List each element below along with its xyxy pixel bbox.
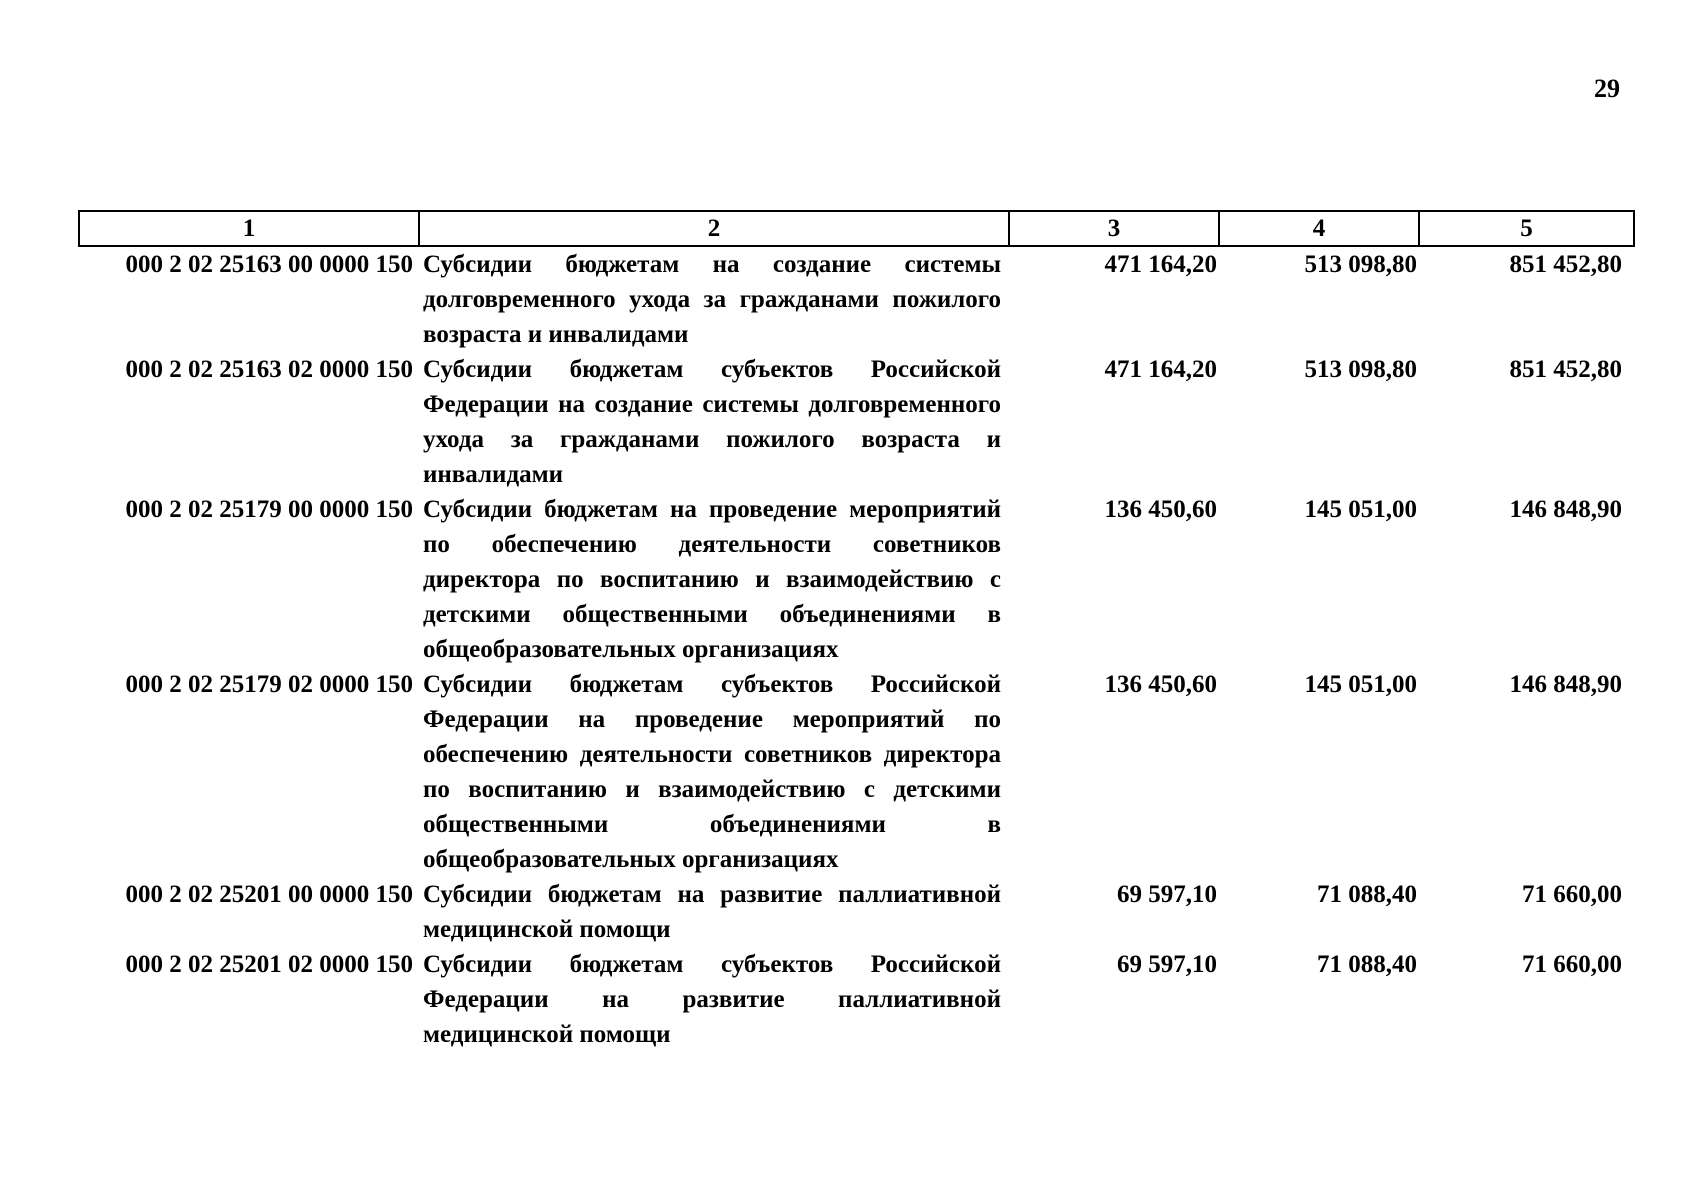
budget-code: 000 2 02 25201 02 0000 150	[125, 951, 413, 978]
value-col-3: 471 164,20	[1104, 356, 1217, 383]
row-description: Субсидии бюджетам субъектов Российской Федерации на развитие паллиативной медицинской помощи	[423, 951, 1001, 1048]
value-col-4: 145 051,00	[1304, 496, 1417, 523]
value-col-3: 69 597,10	[1117, 881, 1217, 908]
table-row	[79, 492, 1634, 667]
header-row	[79, 211, 1634, 246]
value-col-3: 136 450,60	[1104, 671, 1217, 698]
budget-code: 000 2 02 25179 02 0000 150	[125, 671, 413, 698]
value-col-5: 851 452,80	[1509, 356, 1622, 383]
budget-code: 000 2 02 25163 00 0000 150	[125, 251, 413, 278]
header-col-1: 1	[79, 211, 419, 246]
value-col-3: 471 164,20	[1104, 251, 1217, 278]
table-row	[79, 667, 1634, 877]
table-row	[79, 246, 1634, 352]
row-description: Субсидии бюджетам на создание системы долговременного ухода за гражданами пожилого возраста и инвалидами	[423, 251, 1001, 348]
row-description: Субсидии бюджетам на развитие паллиативной медицинской помощи	[423, 881, 1001, 943]
value-col-5: 146 848,90	[1509, 496, 1622, 523]
row-description: Субсидии бюджетам субъектов Российской Федерации на проведение мероприятий по обеспечению деятельности советников директора по воспитанию и взаимодействию с детскими общественными объединениями в общеобразовательных организациях	[423, 671, 1001, 873]
header-col-4: 4	[1219, 211, 1419, 246]
header-col-2: 2	[419, 211, 1009, 246]
table-row	[79, 352, 1634, 492]
value-col-4: 145 051,00	[1304, 671, 1417, 698]
value-col-4: 71 088,40	[1317, 881, 1417, 908]
budget-code: 000 2 02 25201 00 0000 150	[125, 881, 413, 908]
value-col-5: 71 660,00	[1522, 951, 1622, 978]
value-col-4: 513 098,80	[1304, 251, 1417, 278]
table-body	[79, 246, 1634, 1052]
table-row	[79, 947, 1634, 1052]
table-row	[79, 877, 1634, 947]
value-col-5: 851 452,80	[1509, 251, 1622, 278]
row-description: Субсидии бюджетам субъектов Российской Федерации на создание системы долговременного ухода за гражданами пожилого возраста и инвалидами	[423, 356, 1001, 488]
value-col-3: 69 597,10	[1117, 951, 1217, 978]
value-col-5: 146 848,90	[1509, 671, 1622, 698]
value-col-5: 71 660,00	[1522, 881, 1622, 908]
value-col-4: 513 098,80	[1304, 356, 1417, 383]
value-col-4: 71 088,40	[1317, 951, 1417, 978]
budget-table	[78, 210, 1635, 1052]
budget-code: 000 2 02 25163 02 0000 150	[125, 356, 413, 383]
row-description: Субсидии бюджетам на проведение мероприятий по обеспечению деятельности советников директора по воспитанию и взаимодействию с детскими общественными объединениями в общеобразовательных организациях	[423, 496, 1001, 663]
value-col-3: 136 450,60	[1104, 496, 1217, 523]
budget-code: 000 2 02 25179 00 0000 150	[125, 496, 413, 523]
header-col-3: 3	[1009, 211, 1219, 246]
page-number: 29	[1594, 74, 1620, 103]
table-header	[79, 211, 1634, 246]
header-col-5: 5	[1419, 211, 1634, 246]
